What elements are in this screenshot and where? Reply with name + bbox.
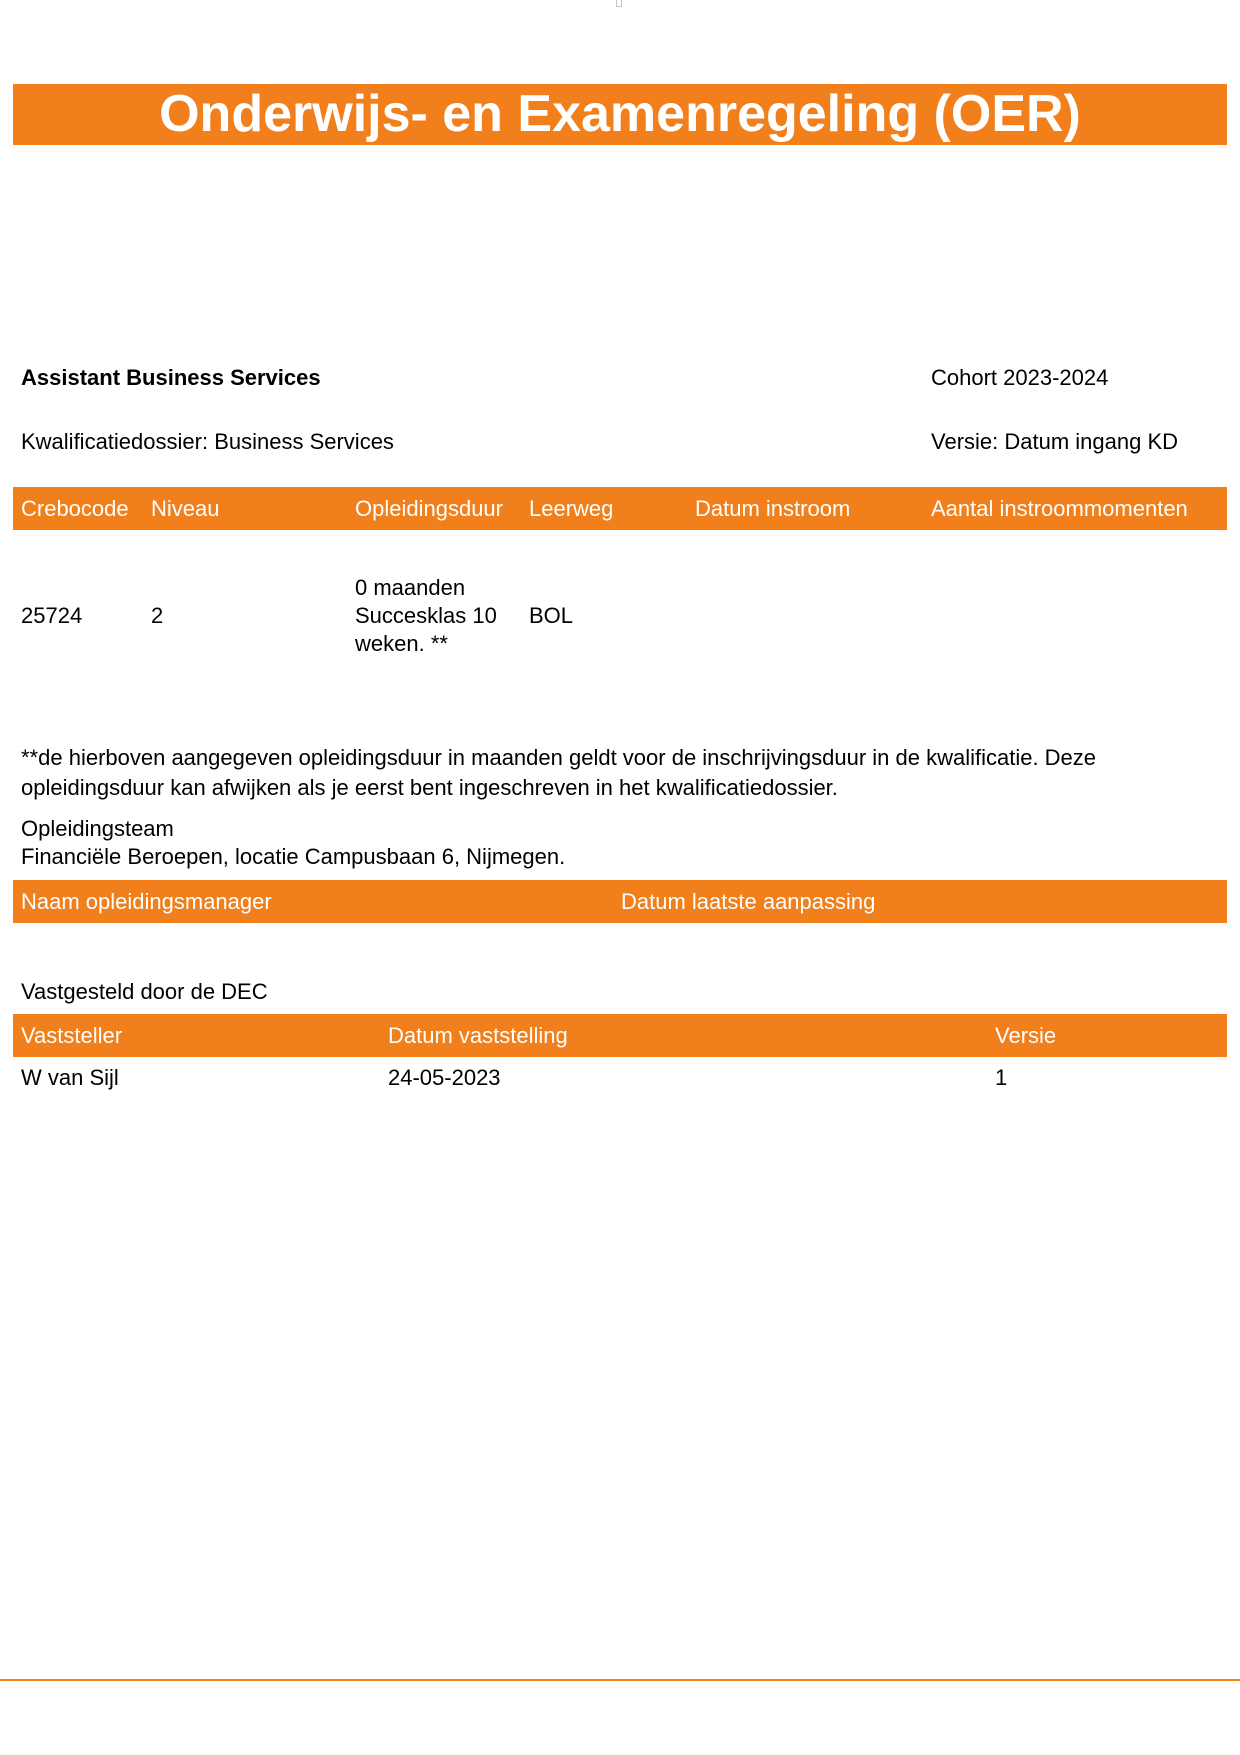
header-versie: Versie <box>995 1023 1057 1048</box>
cohort-label: Cohort 2023-2024 <box>931 365 1109 390</box>
cell-crebocode: 25724 <box>21 603 83 628</box>
cell-datum-vaststelling: 24-05-2023 <box>388 1065 501 1090</box>
header-niveau: Niveau <box>151 496 220 521</box>
header-datum-instroom: Datum instroom <box>695 496 851 521</box>
team-value: Financiële Beroepen, locatie Campusbaan 6, Nijmegen. <box>21 844 566 869</box>
versie-label: Versie: Datum ingang KD <box>931 429 1179 454</box>
cell-leerweg: BOL <box>529 603 574 628</box>
team-label: Opleidingsteam <box>21 816 174 841</box>
note-line-2: opleidingsduur kan afwijken als je eerst bent ingeschreven in het kwalificatiedossier. <box>21 775 838 800</box>
kwalificatiedossier-label: Kwalificatiedossier: Business Services <box>21 429 394 454</box>
footer-divider <box>0 1679 1240 1681</box>
opleidingsduur-line: Succesklas 10 <box>355 603 497 628</box>
cell-niveau: 2 <box>151 603 164 628</box>
opleidingsduur-line: 0 maanden <box>355 575 466 600</box>
vaststelling-table-header <box>13 1014 1227 1057</box>
info-table-header <box>13 487 1227 530</box>
vaststelling-label: Vastgesteld door de DEC <box>21 979 268 1004</box>
manager-table-header <box>13 880 1227 923</box>
opleidingsduur-line: weken. ** <box>355 631 448 656</box>
page-marker <box>616 0 622 7</box>
header-crebocode: Crebocode <box>21 496 129 521</box>
cell-vaststeller: W van Sijl <box>21 1065 119 1090</box>
header-datum-vaststelling: Datum vaststelling <box>388 1023 568 1048</box>
opleiding-name: Assistant Business Services <box>21 365 321 390</box>
header-leerweg: Leerweg <box>529 496 614 521</box>
header-vaststeller: Vaststeller <box>21 1023 123 1048</box>
cell-opleidingsduur <box>355 574 497 658</box>
header-naam-opleidingsmanager: Naam opleidingsmanager <box>21 889 272 914</box>
cell-versie: 1 <box>995 1065 1008 1090</box>
header-datum-laatste-aanpassing: Datum laatste aanpassing <box>621 889 876 914</box>
header-aantal-instroommomenten: Aantal instroommomenten <box>931 496 1188 521</box>
document-title: Onderwijs- en Examenregeling (OER) <box>13 84 1227 145</box>
note-line-1: **de hierboven aangegeven opleidingsduur in maanden geldt voor de inschrijvingsduur in de kwalificatie. Deze <box>21 745 1097 770</box>
header-opleidingsduur: Opleidingsduur <box>355 496 503 521</box>
